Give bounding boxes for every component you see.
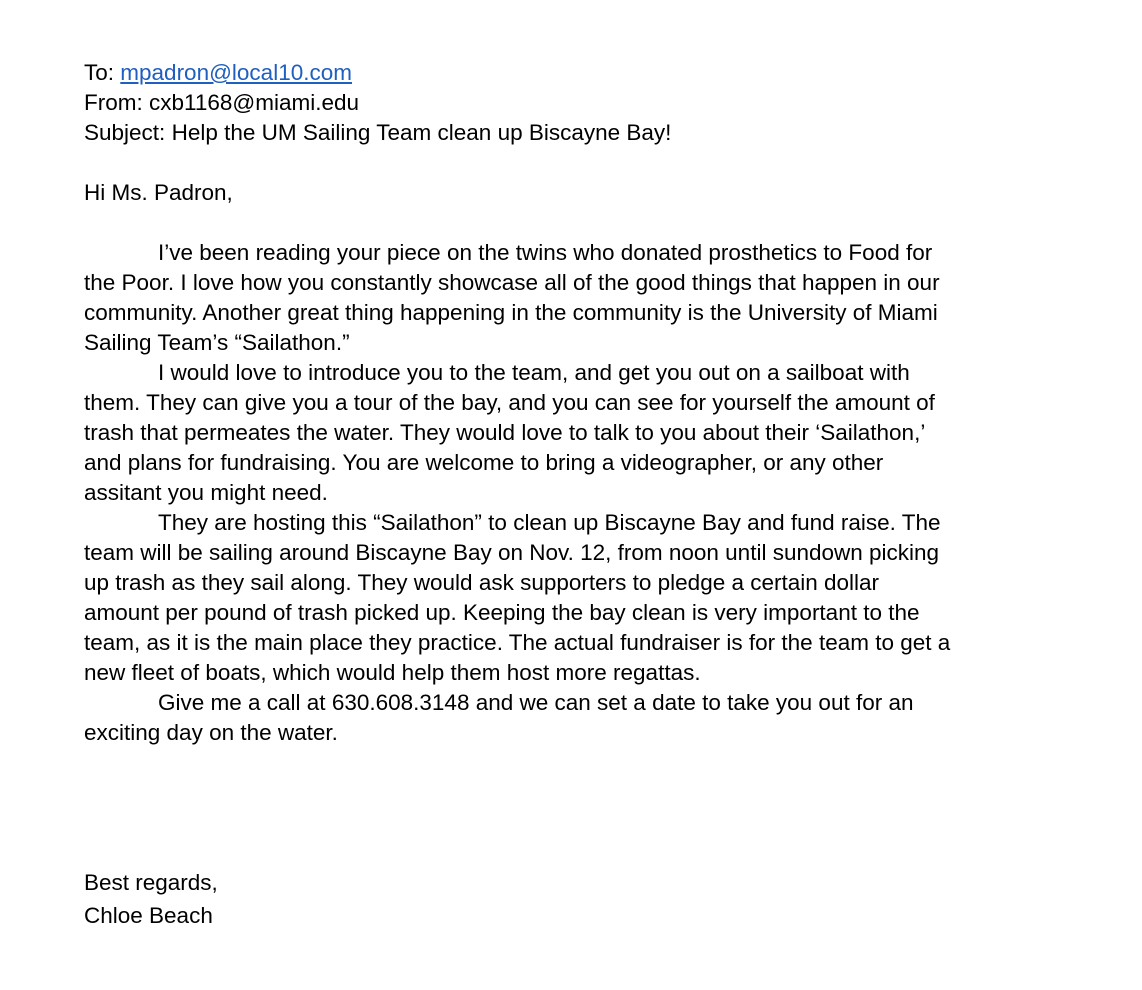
- paragraph-4: [84, 688, 1084, 748]
- signature-name: Chloe Beach: [84, 903, 213, 928]
- spacer: [84, 208, 1084, 238]
- paragraph-line: team, as it is the main place they practice. The actual fundraiser is for the team to get a: [84, 630, 951, 655]
- paragraph-line: Sailing Team’s “Sailathon.”: [84, 330, 350, 355]
- to-label: To:: [84, 60, 115, 85]
- paragraph-line: exciting day on the water.: [84, 720, 338, 745]
- from-label: From:: [84, 90, 143, 115]
- paragraph-line: They are hosting this “Sailathon” to clean up Biscayne Bay and fund raise. The: [158, 510, 941, 535]
- paragraph-line: Give me a call at 630.608.3148 and we can set a date to take you out for an: [158, 690, 914, 715]
- spacer: [84, 748, 1084, 868]
- paragraph-line: I would love to introduce you to the team, and get you out on a sailboat with: [158, 360, 910, 385]
- closing: Best regards,: [84, 870, 218, 895]
- paragraph-3: [84, 508, 1084, 688]
- paragraph-line: trash that permeates the water. They would love to talk to you about their ‘Sailathon,’: [84, 420, 926, 445]
- paragraph-1: [84, 238, 1084, 358]
- email-document: [84, 58, 1084, 931]
- paragraph-line: amount per pound of trash picked up. Keeping the bay clean is very important to the: [84, 600, 920, 625]
- spacer: [84, 148, 1084, 178]
- from-row: [84, 88, 1084, 118]
- greeting: Hi Ms. Padron,: [84, 180, 233, 205]
- subject-text: Help the UM Sailing Team clean up Biscayne Bay!: [171, 120, 672, 145]
- to-row: [84, 58, 1084, 88]
- paragraph-line: community. Another great thing happening in the community is the University of Miami: [84, 300, 938, 325]
- paragraph-line: and plans for fundraising. You are welcome to bring a videographer, or any other: [84, 450, 884, 475]
- subject-row: [84, 118, 1084, 148]
- paragraph-2: [84, 358, 1084, 508]
- to-email-link[interactable]: mpadron@local10.com: [120, 60, 352, 85]
- paragraph-line: them. They can give you a tour of the bay, and you can see for yourself the amount of: [84, 390, 935, 415]
- from-email: cxb1168@miami.edu: [149, 90, 360, 115]
- paragraph-line: I’ve been reading your piece on the twins who donated prosthetics to Food for: [158, 240, 933, 265]
- paragraph-line: assitant you might need.: [84, 480, 328, 505]
- paragraph-line: the Poor. I love how you constantly showcase all of the good things that happen in our: [84, 270, 940, 295]
- subject-label: Subject:: [84, 120, 166, 145]
- paragraph-line: up trash as they sail along. They would ask supporters to pledge a certain dollar: [84, 570, 880, 595]
- paragraph-line: new fleet of boats, which would help them host more regattas.: [84, 660, 701, 685]
- paragraph-line: team will be sailing around Biscayne Bay on Nov. 12, from noon until sundown picking: [84, 540, 940, 565]
